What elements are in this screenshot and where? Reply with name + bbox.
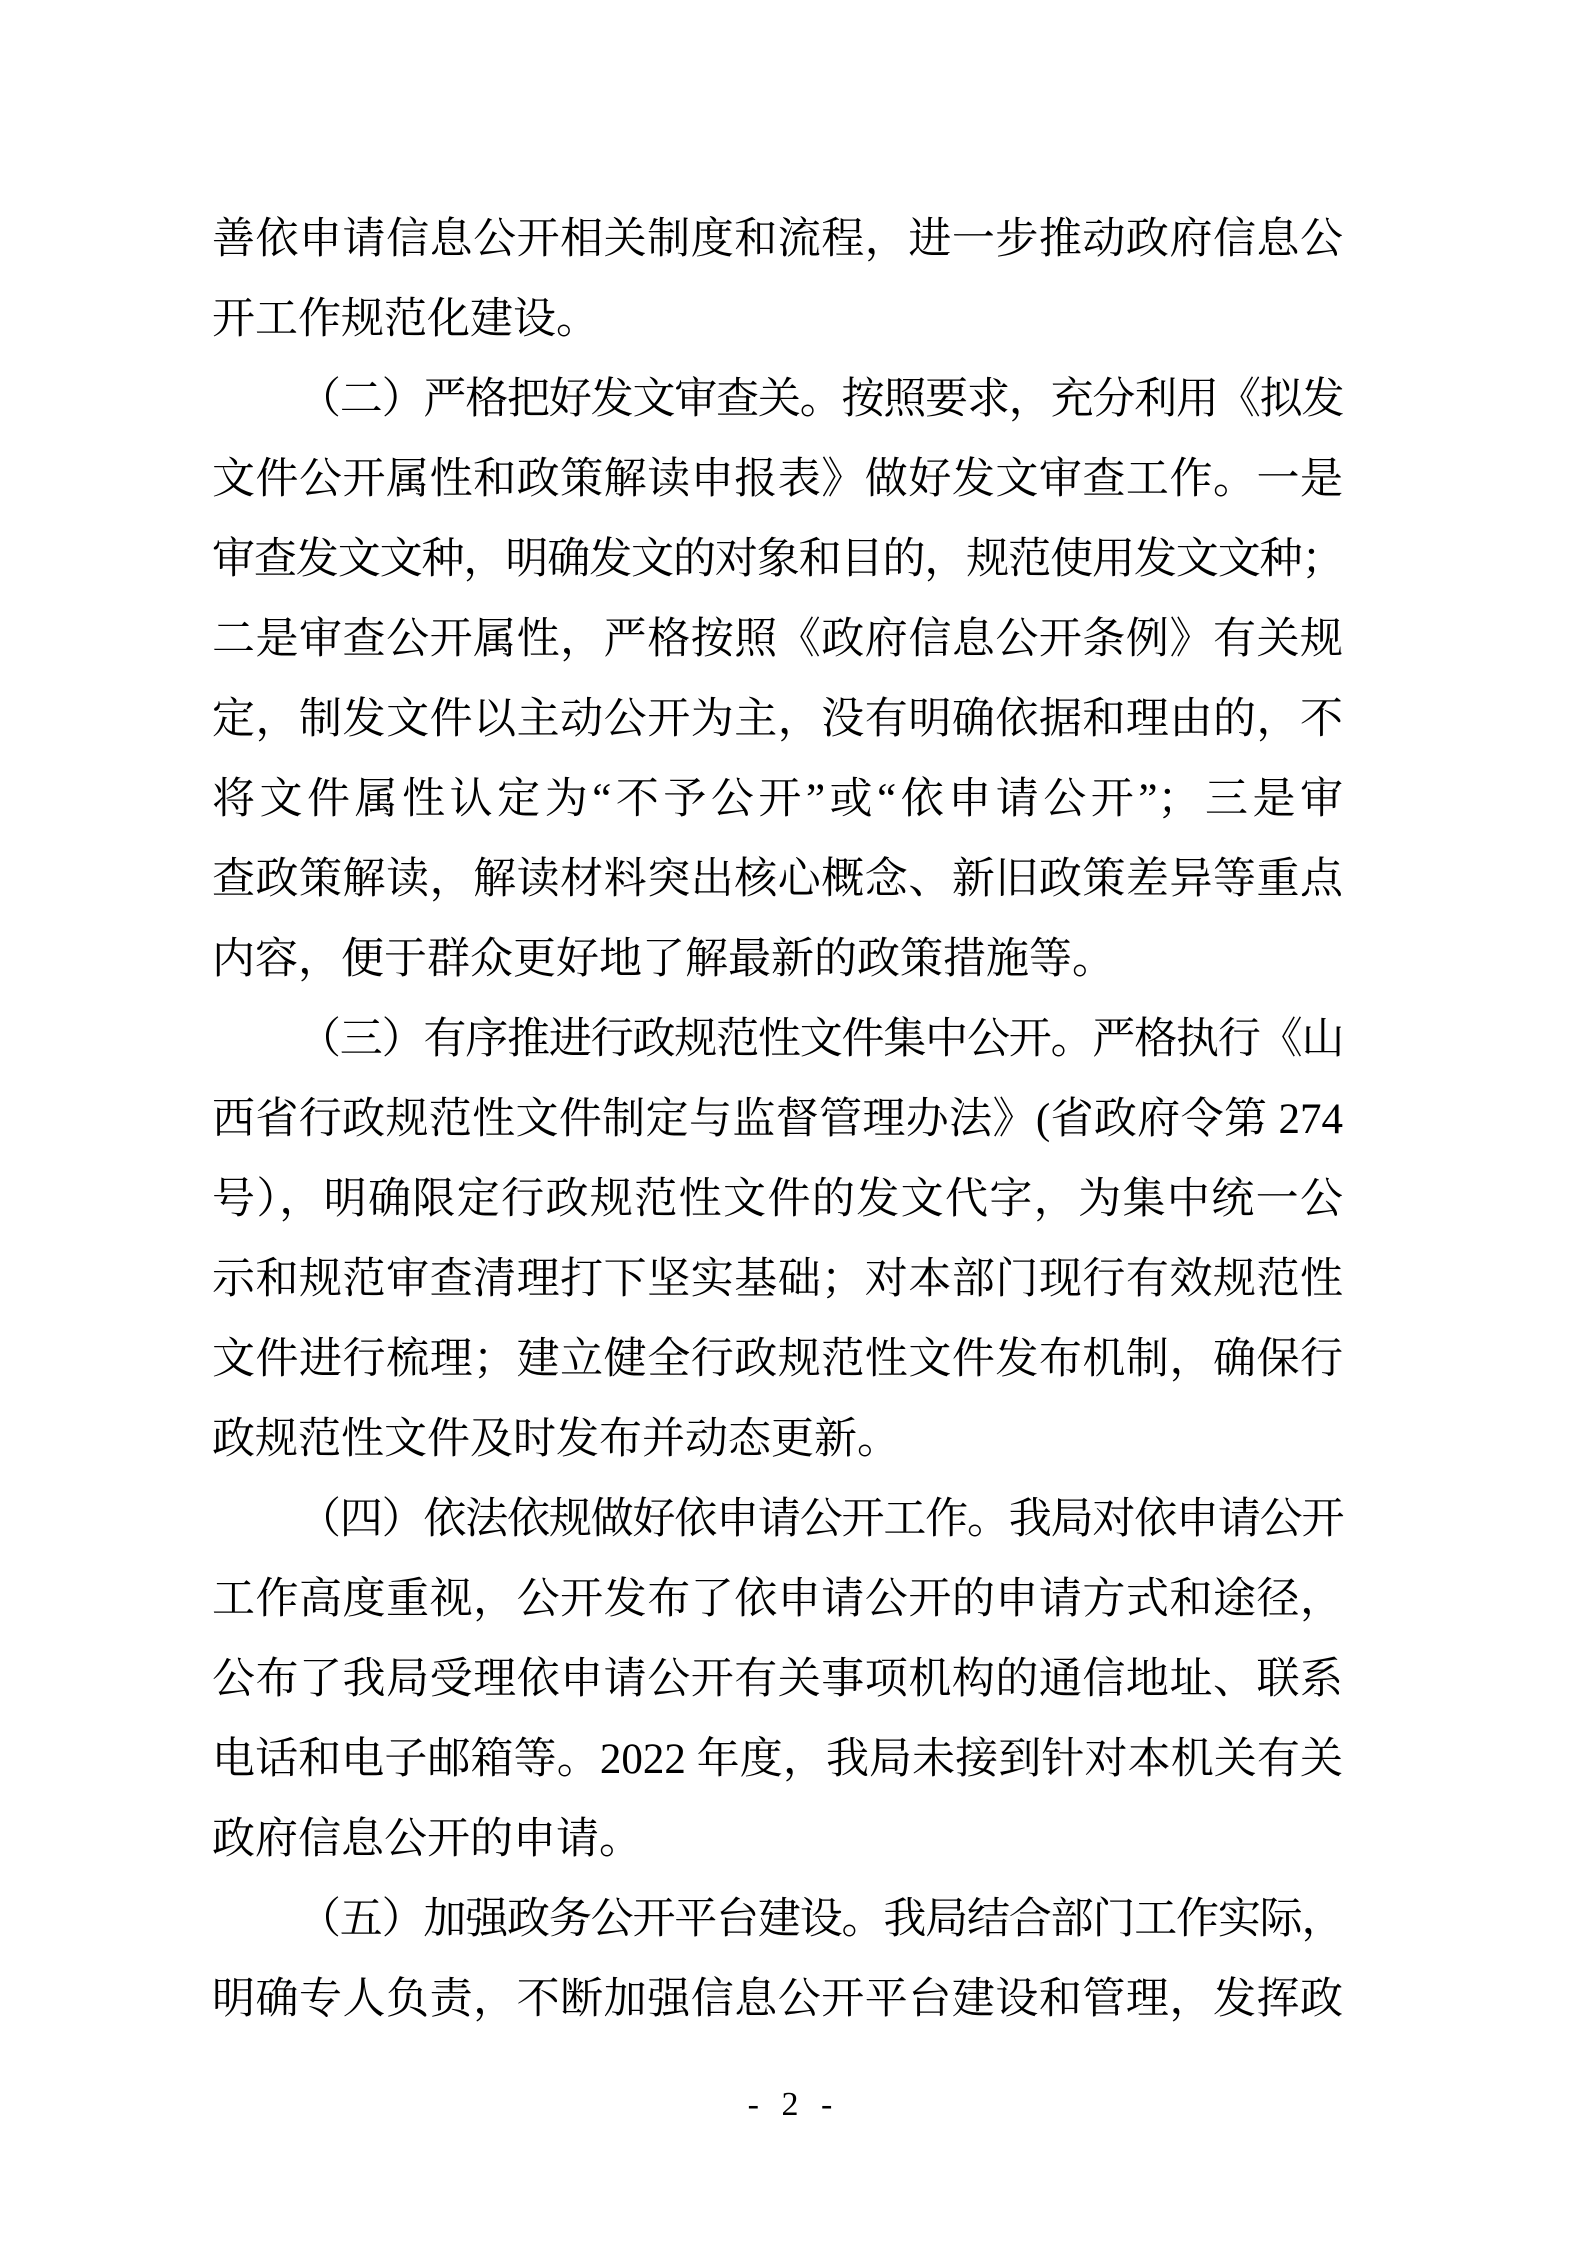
text-line: 示和规范审查清理打下坚实基础；对本部门现行有效规范性	[212, 1256, 1343, 1303]
text-line: 将文件属性认定为“不予公开”或“依申请公开”；三是审	[212, 776, 1343, 823]
text-line: 电话和电子邮箱等。2022 年度，我局未接到针对本机关有关	[212, 1736, 1343, 1783]
text-line: 西省行政规范性文件制定与监督管理办法》(省政府令第 274	[212, 1096, 1343, 1143]
text-line: （三）有序推进行政规范性文件集中公开。严格执行《山	[298, 1016, 1343, 1063]
text-line: 文件进行梳理；建立健全行政规范性文件发布机制，确保行	[212, 1336, 1343, 1383]
text-line: 查政策解读，解读材料突出核心概念、新旧政策差异等重点	[212, 856, 1343, 903]
text-line: 号），明确限定行政规范性文件的发文代字，为集中统一公	[212, 1176, 1343, 1223]
text-line: 公布了我局受理依申请公开有关事项机构的通信地址、联系	[212, 1656, 1343, 1703]
text-line: 文件公开属性和政策解读申报表》做好发文审查工作。一是	[212, 456, 1343, 503]
page-number: - 2 -	[747, 2086, 840, 2123]
text-line: 内容，便于群众更好地了解最新的政策措施等。	[212, 936, 1115, 983]
text-line: （四）依法依规做好依申请公开工作。我局对依申请公开	[298, 1496, 1343, 1543]
text-line: 二是审查公开属性，严格按照《政府信息公开条例》有关规	[212, 616, 1343, 663]
text-line: 善依申请信息公开相关制度和流程，进一步推动政府信息公	[212, 216, 1343, 263]
text-line: 工作高度重视，公开发布了依申请公开的申请方式和途径，	[212, 1576, 1343, 1623]
text-line: 政府信息公开的申请。	[212, 1816, 642, 1863]
text-line: 政规范性文件及时发布并动态更新。	[212, 1416, 900, 1463]
text-line: 定，制发文件以主动公开为主，没有明确依据和理由的，不	[212, 696, 1343, 743]
document-body	[212, 200, 1343, 2040]
text-line: （二）严格把好发文审查关。按照要求，充分利用《拟发	[298, 376, 1343, 423]
text-line: 审查发文文种，明确发文的对象和目的，规范使用发文文种；	[212, 536, 1343, 583]
text-line: 明确专人负责，不断加强信息公开平台建设和管理，发挥政	[212, 1976, 1343, 2023]
text-line: （五）加强政务公开平台建设。我局结合部门工作实际，	[298, 1896, 1343, 1943]
text-line: 开工作规范化建设。	[212, 296, 599, 343]
